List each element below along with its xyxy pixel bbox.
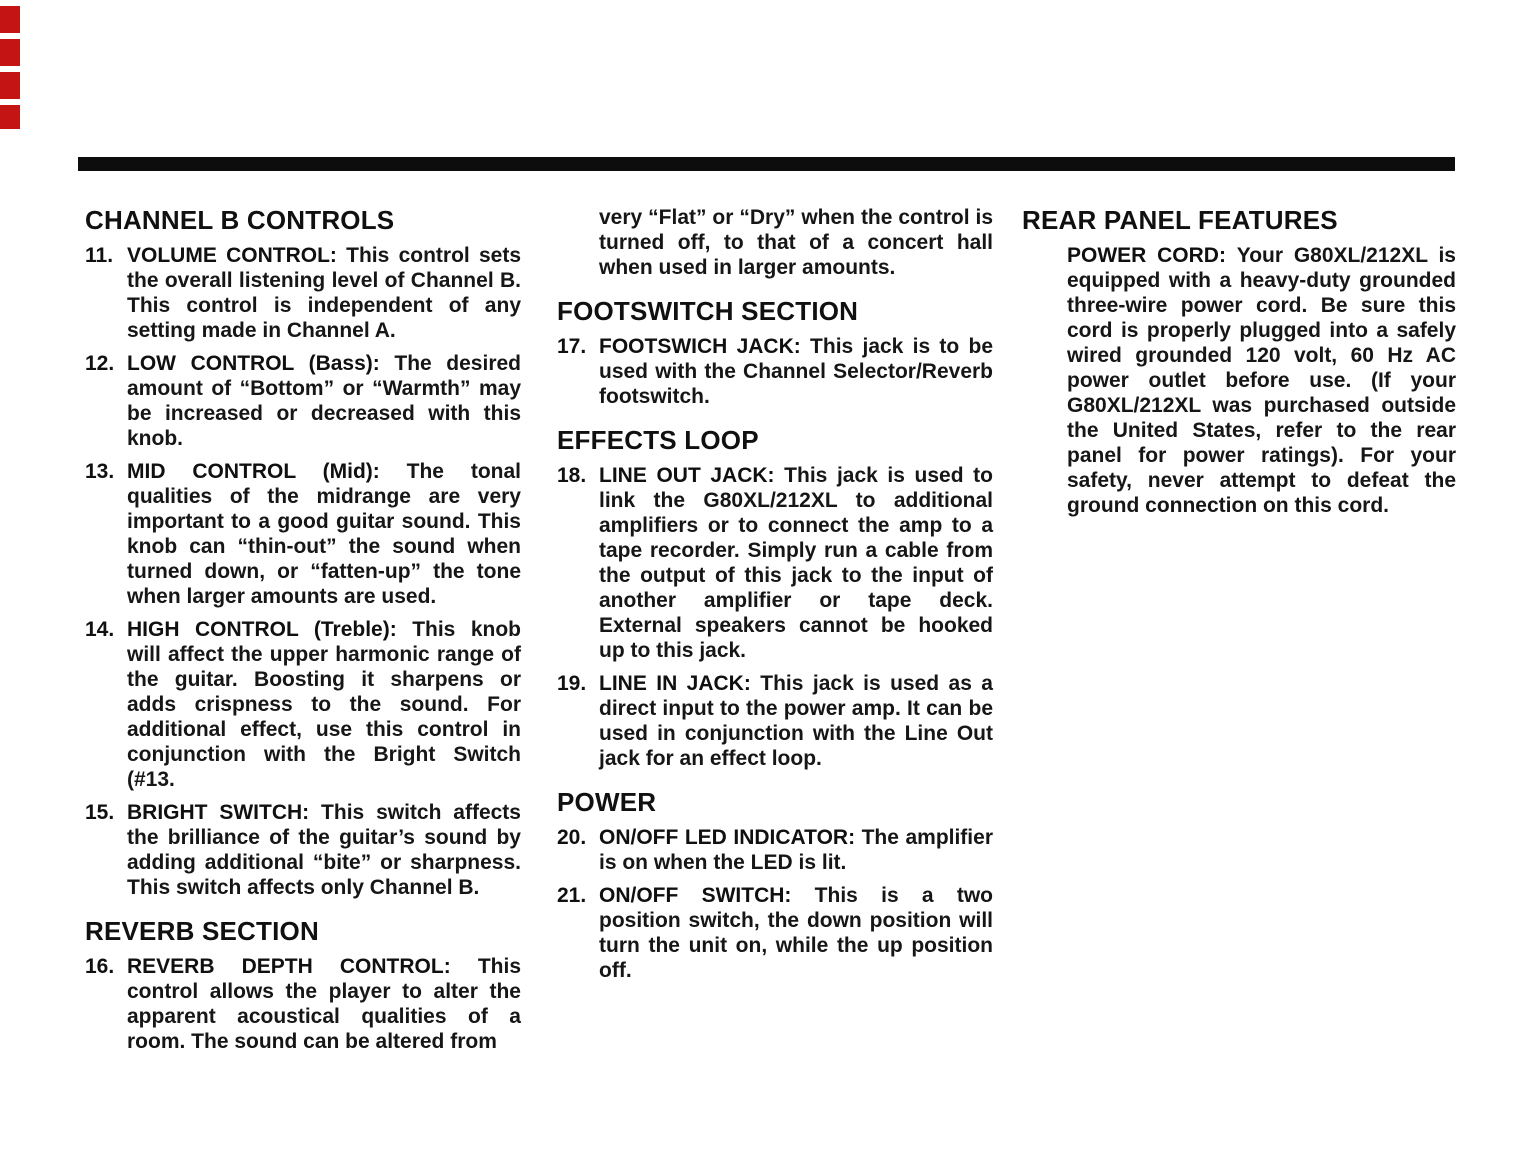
item-text	[599, 825, 993, 875]
item-body: This jack is used as a direct input to the power amp. It can be used in conjunction with the Line Out jack for an effect loop.	[599, 672, 993, 770]
item-number: 16.	[85, 955, 115, 978]
item-lead: LOW CONTROL (Bass):	[127, 352, 380, 375]
item-text	[127, 800, 521, 900]
item-lead: LINE OUT JACK:	[599, 464, 775, 487]
scan-artifact-marks	[0, 0, 26, 140]
scan-artifact-mark	[0, 72, 20, 99]
item-text	[1067, 243, 1456, 518]
item-body: This jack is used to link the G80XL/212XL to additional amplifiers or to connect the amp to a tape recorder. Simply run a cable from the output of this jack to the input of another amplifier or tape deck. External speakers cannot be hooked up to this jack.	[599, 464, 993, 662]
section-heading: REVERB SECTION	[85, 916, 319, 946]
section-reverb-continuation	[557, 205, 993, 280]
list-item	[557, 883, 993, 983]
section-heading: FOOTSWITCH SECTION	[557, 296, 859, 326]
list-item	[85, 459, 521, 609]
item-lead: LINE IN JACK:	[599, 672, 751, 695]
item-body: Your G80XL/212XL is equipped with a heavy-duty grounded three-wire power cord. Be sure this cord is properly plugged into a safely wired grounded 120 volt, 60 Hz AC power outlet before use. (If your G80XL/212XL was purchased outside the United States, refer to the rear panel for power ratings). For your safety, never attempt to defeat the ground connection on this cord.	[1067, 244, 1456, 517]
section-heading: EFFECTS LOOP	[557, 425, 759, 455]
item-body: This control sets the overall listening level of Channel B. This control is independent of any setting made in Channel A.	[127, 244, 522, 342]
list-item	[85, 954, 521, 1054]
item-lead: VOLUME CONTROL:	[127, 244, 337, 267]
item-number: 21.	[557, 884, 587, 907]
list-item	[85, 243, 521, 343]
item-body: very “Flat” or “Dry” when the control is turned off, to that of a concert hall when used in larger amounts.	[599, 206, 993, 279]
item-text	[599, 334, 993, 409]
item-text	[127, 351, 521, 451]
item-body: This is a two position switch, the down position will turn the unit on, while the up position off.	[599, 884, 993, 982]
continuation-paragraph	[557, 205, 993, 280]
section-effects-loop	[557, 425, 993, 771]
list-item	[85, 351, 521, 451]
item-lead: MID CONTROL (Mid):	[127, 460, 380, 483]
item-lead: BRIGHT SWITCH:	[127, 801, 310, 824]
section-heading: CHANNEL B CONTROLS	[85, 205, 395, 235]
section-power	[557, 787, 993, 983]
section-heading: POWER	[557, 787, 657, 817]
item-number	[1022, 243, 1067, 518]
item-text	[127, 459, 521, 609]
item-text	[599, 205, 993, 280]
column-3	[1022, 205, 1456, 534]
item-lead: ON/OFF SWITCH:	[599, 884, 792, 907]
list-item	[85, 800, 521, 900]
list-item	[557, 463, 993, 663]
item-number: 12.	[85, 352, 115, 375]
item-body: The tonal qualities of the midrange are very important to a good guitar sound. This knob can “thin-out” the sound when turned down, or “fatten-up” the tone when larger amounts are used.	[127, 460, 521, 608]
item-number: 18.	[557, 464, 587, 487]
item-number: 14.	[85, 618, 115, 641]
item-lead: POWER CORD:	[1067, 244, 1226, 267]
scan-artifact-mark	[0, 39, 20, 66]
column-1	[85, 205, 521, 1070]
power-cord-paragraph	[1022, 243, 1456, 518]
list-item	[557, 334, 993, 409]
item-body: This jack is to be used with the Channel Selector/Reverb footswitch.	[599, 335, 993, 408]
list-item	[557, 825, 993, 875]
item-lead: REVERB DEPTH CONTROL:	[127, 955, 451, 978]
item-number: 11.	[85, 244, 114, 267]
section-rear-panel-features	[1022, 205, 1456, 518]
item-number: 17.	[557, 335, 587, 358]
item-text	[599, 463, 993, 663]
item-number: 20.	[557, 826, 587, 849]
item-text	[599, 671, 993, 771]
top-rule	[78, 157, 1455, 171]
item-body: The desired amount of “Bottom” or “Warmth” may be increased or decreased with this knob.	[127, 352, 521, 450]
item-text	[127, 243, 521, 343]
item-body: This control allows the player to alter the apparent acoustical qualities of a room. The sound can be altered from	[127, 955, 521, 1053]
item-body: This switch affects the brilliance of the guitar’s sound by adding additional “bite” or sharpness. This switch affects only Channel B.	[127, 801, 521, 899]
item-lead: FOOTSWICH JACK:	[599, 335, 801, 358]
item-text	[127, 617, 521, 792]
list-item	[85, 617, 521, 792]
item-number: 13.	[85, 460, 115, 483]
scan-artifact-mark	[0, 105, 20, 129]
item-text	[599, 883, 993, 983]
scan-artifact-mark	[0, 6, 20, 33]
section-footswitch-section	[557, 296, 993, 409]
item-body: The amplifier is on when the LED is lit.	[599, 826, 993, 874]
item-number: 19.	[557, 672, 587, 695]
item-body: This knob will affect the upper harmonic range of the guitar. Boosting it sharpens or adds crispness to the sound. For additional effect, use this control in conjunction with the Bright Switch (#13.	[127, 618, 521, 791]
column-2	[557, 205, 993, 999]
section-channel-b-controls	[85, 205, 521, 900]
list-item	[557, 671, 993, 771]
item-text	[127, 954, 521, 1054]
item-lead: HIGH CONTROL (Treble):	[127, 618, 397, 641]
section-reverb-section	[85, 916, 521, 1054]
item-number: 15.	[85, 801, 115, 824]
item-number	[557, 205, 599, 280]
section-heading: REAR PANEL FEATURES	[1022, 205, 1338, 235]
item-lead: ON/OFF LED INDICATOR:	[599, 826, 856, 849]
